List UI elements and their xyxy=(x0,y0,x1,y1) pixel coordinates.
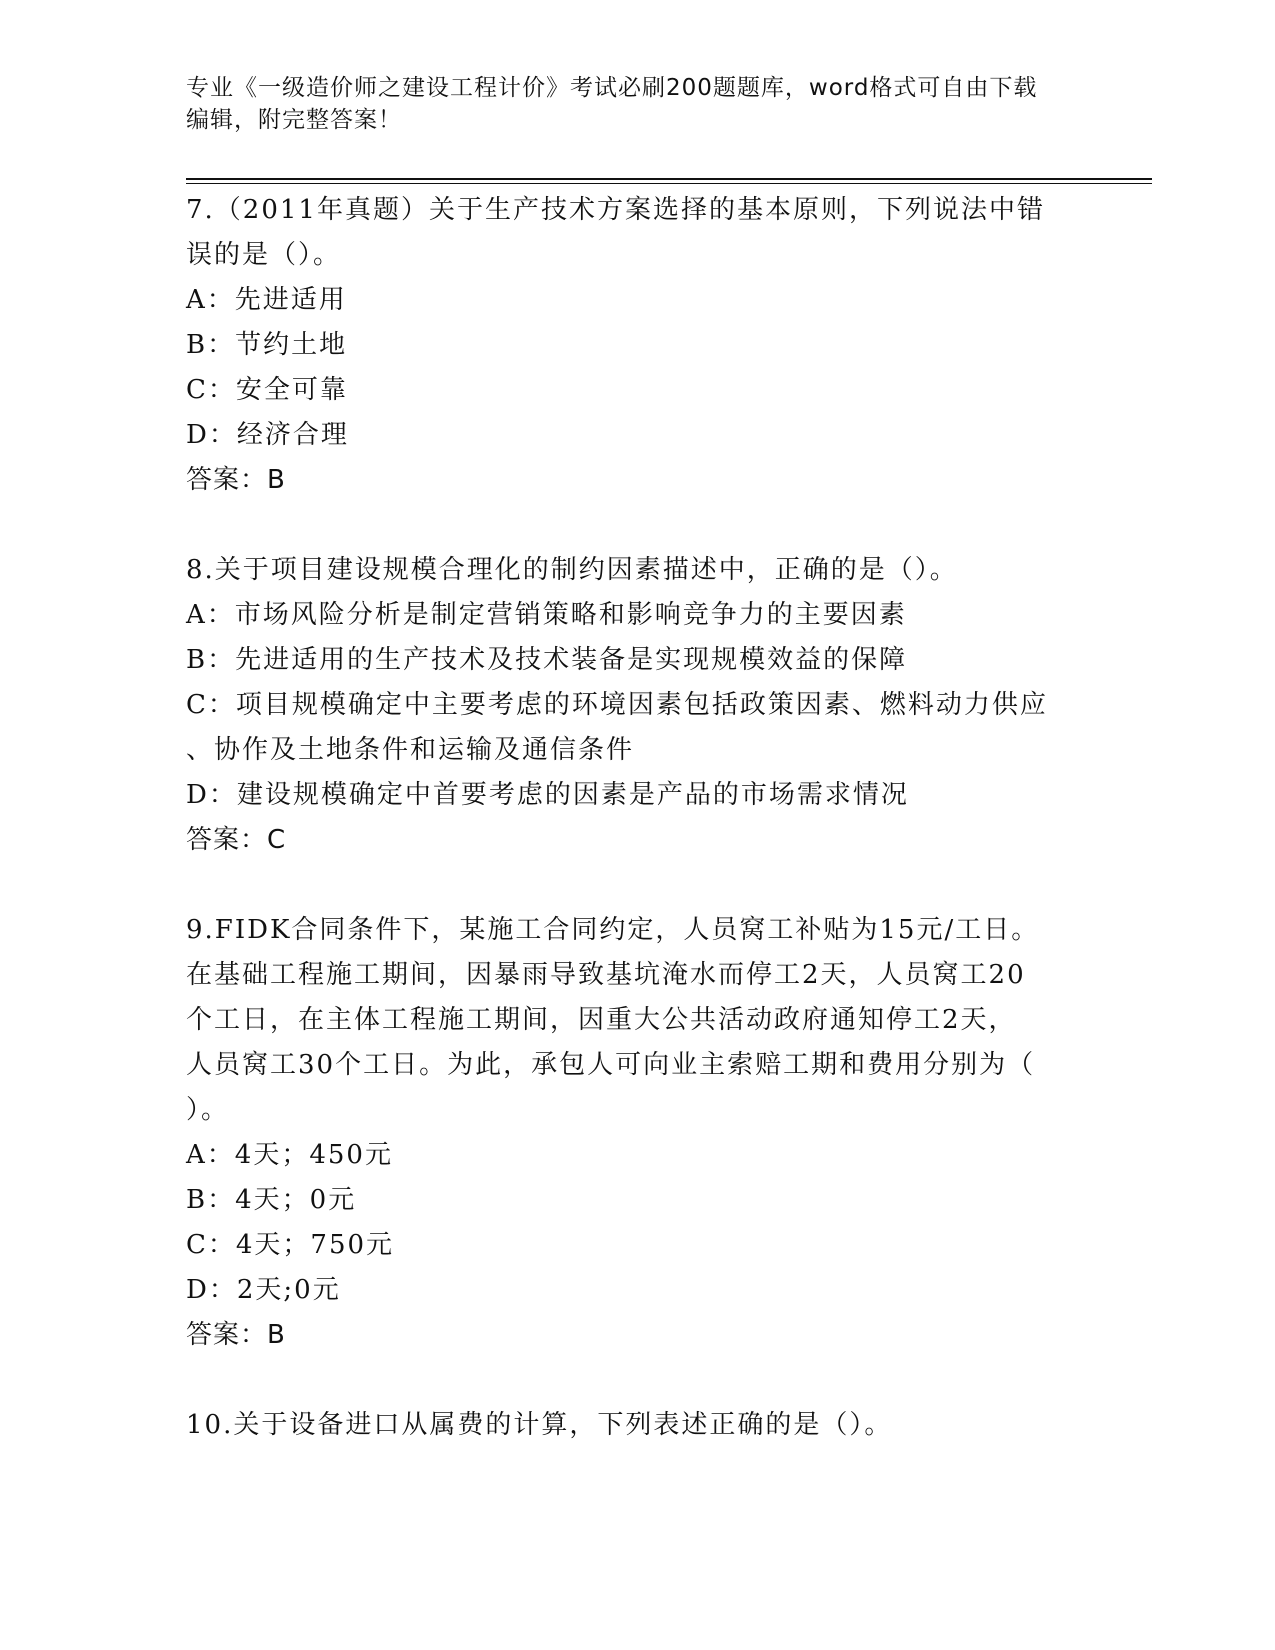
option-a: A：先进适用 xyxy=(186,285,347,315)
option-b: B：4天；0元 xyxy=(186,1185,357,1215)
question-stem: 10.关于设备进口从属费的计算，下列表述正确的是（）。 xyxy=(186,1410,893,1440)
question-8 xyxy=(186,548,1066,863)
question-stem: 8.关于项目建设规模合理化的制约因素描述中，正确的是（）。 xyxy=(186,555,958,585)
question-9 xyxy=(186,908,1066,1358)
question-spacer xyxy=(186,503,1066,548)
question-7 xyxy=(186,188,1066,503)
option-d: D：建设规模确定中首要考虑的因素是产品的市场需求情况 xyxy=(186,780,909,810)
question-stem: 在基础工程施工期间，因暴雨导致基坑淹水而停工2天，人员窝工20 xyxy=(186,960,1026,990)
question-spacer xyxy=(186,863,1066,908)
question-spacer xyxy=(186,1358,1066,1403)
answer-text: 答案：B xyxy=(186,465,286,495)
option-a: A：市场风险分析是制定营销策略和影响竞争力的主要因素 xyxy=(186,600,907,630)
question-stem: 个工日，在主体工程施工期间，因重大公共活动政府通知停工2天， xyxy=(186,1005,1017,1035)
question-list xyxy=(186,188,1066,1448)
header-line: 专业《一级造价师之建设工程计价》考试必刷200题题库，word格式可自由下载 xyxy=(186,75,1038,101)
option-c: 、协作及土地条件和运输及通信条件 xyxy=(186,735,635,765)
question-stem: 9.FIDK合同条件下，某施工合同约定，人员窝工补贴为15元/工日。 xyxy=(186,915,1040,945)
question-stem: 误的是（）。 xyxy=(186,240,342,270)
option-b: B：节约土地 xyxy=(186,330,348,360)
header-divider-thick xyxy=(186,178,1152,180)
question-stem: 人员窝工30个工日。为此，承包人可向业主索赔工期和费用分别为（ xyxy=(186,1050,1036,1080)
question-stem: ）。 xyxy=(186,1095,230,1125)
question-stem: 7.（2011年真题）关于生产技术方案选择的基本原则，下列说法中错 xyxy=(186,195,1045,225)
header-line: 编辑，附完整答案！ xyxy=(186,107,402,133)
option-d: D：经济合理 xyxy=(186,420,349,450)
answer-text: 答案：C xyxy=(186,825,287,855)
option-a: A：4天；450元 xyxy=(186,1140,393,1170)
answer-text: 答案：B xyxy=(186,1320,286,1350)
option-d: D：2天;0元 xyxy=(186,1275,341,1305)
option-b: B：先进适用的生产技术及技术装备是实现规模效益的保障 xyxy=(186,645,908,675)
option-c: C：安全可靠 xyxy=(186,375,348,405)
document-header xyxy=(186,72,1066,136)
option-c: C：项目规模确定中主要考虑的环境因素包括政策因素、燃料动力供应 xyxy=(186,690,1048,720)
question-10 xyxy=(186,1403,1066,1448)
option-c: C：4天；750元 xyxy=(186,1230,395,1260)
header-divider-thin xyxy=(186,183,1152,184)
